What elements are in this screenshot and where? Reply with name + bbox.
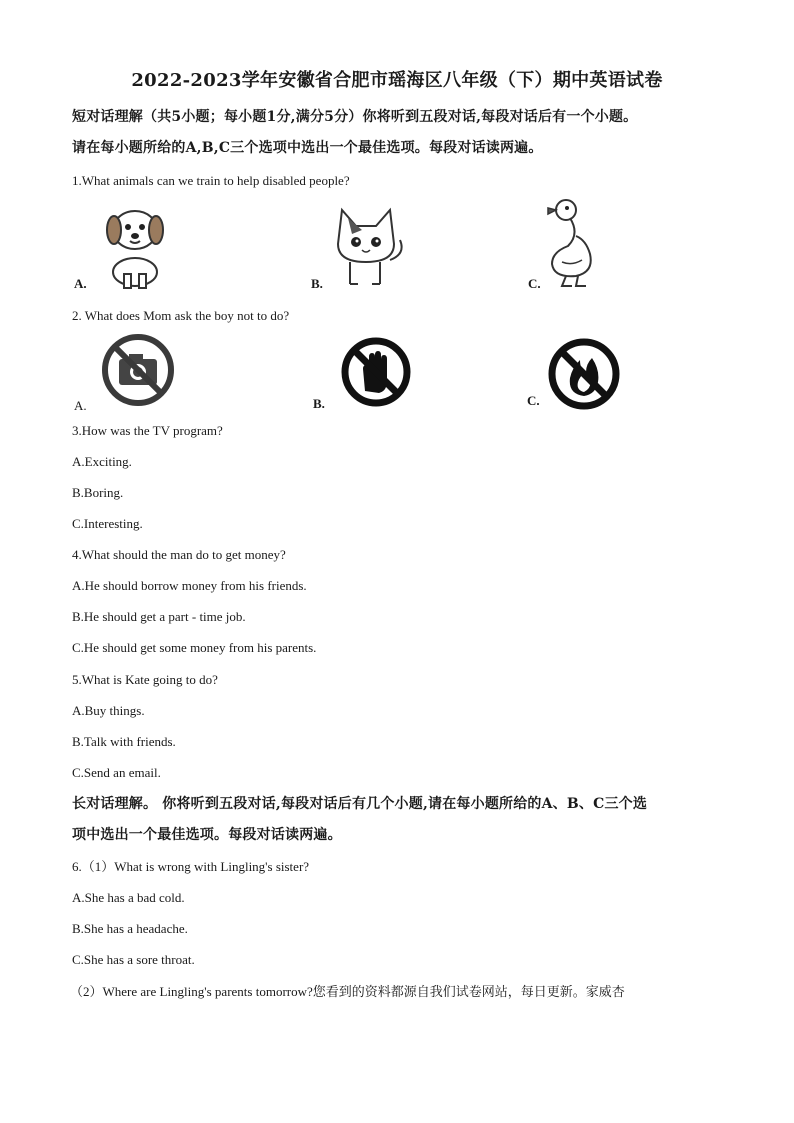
section1-instruction-line1: 短对话理解（共5小题；每小题1分,满分5分）你将听到五段对话,每段对话后有一个小题。 (72, 109, 638, 125)
q3-option-b: B.Boring. (72, 485, 124, 500)
q5-option-b: B.Talk with friends. (72, 734, 176, 749)
question-6-2-text: （2）Where are Lingling's parents tomorrow? (70, 984, 313, 999)
q4-option-a: A.He should borrow money from his friends. (72, 578, 307, 593)
section2-instruction-line2: 项中选出一个最佳选项。每段对话读两遍。 (72, 827, 342, 843)
no-touching-icon (339, 335, 413, 409)
question-5-text: 5.What is Kate going to do? (72, 672, 218, 687)
page-title: 2022-2023学年安徽省合肥市瑶海区八年级（下）期中英语试卷 (131, 70, 663, 91)
section1-instruction (72, 102, 732, 164)
cat-icon (328, 204, 408, 290)
q6-1-option-c: C.She has a sore throat. (72, 952, 195, 967)
q2-option-c-label: C. (527, 393, 540, 408)
section1-instruction-line2: 请在每小题所给的A,B,C三个选项中选出一个最佳选项。每段对话读两遍。 (72, 140, 543, 156)
question-2-text: 2. What does Mom ask the boy not to do? (72, 308, 290, 323)
section2-instruction-line1: 长对话理解。 你将听到五段对话,每段对话后有几个小题,请在每小题所给的A、B、C三个选 (72, 796, 648, 812)
q6-1-option-a: A.She has a bad cold. (72, 890, 185, 905)
watermark-text: 您看到的资料都源自我们试卷网站，每日更新。家威杏 (312, 985, 625, 1000)
dog-icon (100, 202, 170, 290)
question-6-2-line (70, 984, 625, 1001)
q2-option-b-label: B. (313, 396, 325, 411)
q6-1-option-b: B.She has a headache. (72, 921, 188, 936)
section2-instruction (72, 789, 732, 851)
no-camera-icon (101, 333, 175, 407)
q4-option-b: B.He should get a part - time job. (72, 609, 246, 624)
question-6-1-text: 6.（1）What is wrong with Lingling's sister? (72, 859, 310, 874)
no-fire-icon (546, 336, 622, 412)
question-3-text: 3.How was the TV program? (72, 423, 223, 438)
q1-option-c-label: C. (528, 276, 541, 291)
q5-option-c: C.Send an email. (72, 765, 161, 780)
q1-option-a-label: A. (74, 276, 87, 291)
q1-option-b-label: B. (311, 276, 323, 291)
q5-option-a: A.Buy things. (72, 703, 145, 718)
duck-icon (540, 196, 600, 290)
question-4-text: 4.What should the man do to get money? (72, 547, 286, 562)
question-1-text: 1.What animals can we train to help disabled people? (72, 173, 350, 188)
q2-option-a-label: A. (74, 398, 87, 413)
q4-option-c: C.He should get some money from his parents. (72, 640, 317, 655)
q3-option-a: A.Exciting. (72, 454, 132, 469)
q3-option-c: C.Interesting. (72, 516, 143, 531)
